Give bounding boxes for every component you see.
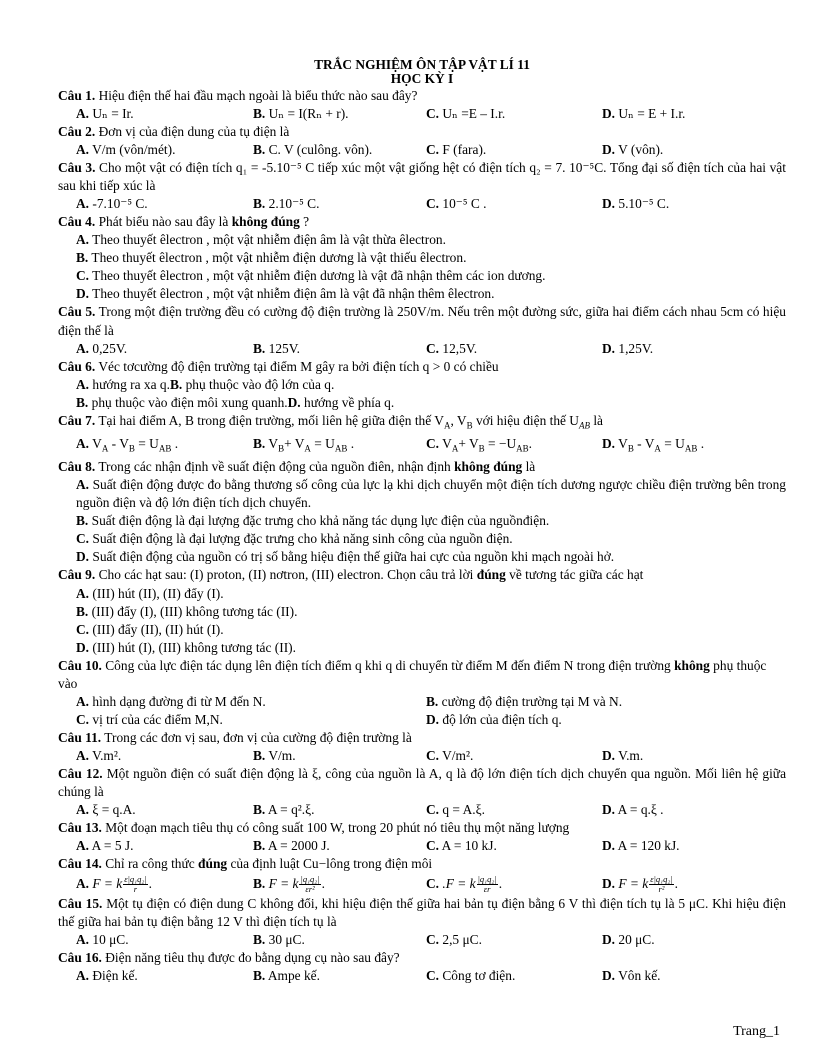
question-15: Câu 15. Một tụ điện có điện dung C không đổi, khi hiệu điện thế giữa hai bản tụ điện bằng 6 V thì điện tích tụ là 5 μC. Khi hiệu điện thế giữa hai bản tụ điện bằng 12 V thì điện tích tụ là bbox=[58, 895, 786, 930]
options-10b bbox=[58, 711, 786, 729]
options-12 bbox=[58, 801, 786, 819]
options-1 bbox=[58, 105, 786, 123]
option: C. Công tơ điện. bbox=[426, 968, 516, 984]
options-2 bbox=[58, 141, 786, 159]
question-14: Câu 14. Chỉ ra công thức đúng của định luật Cu−lông trong điện môi bbox=[58, 855, 433, 871]
option: A. ξ = q.A. bbox=[76, 801, 136, 817]
option: A. $V_A - V_B = U_{AB}$ . bbox=[76, 435, 179, 454]
option: C. $V_A+ V_B = -U_{AB}$. bbox=[426, 435, 533, 454]
option: C. vị trí của các điểm M,N. bbox=[76, 711, 223, 727]
option: B. $V_B+ V_A = U_{AB}$ . bbox=[253, 435, 355, 454]
option: D. Vôn kế. bbox=[602, 968, 661, 984]
fraction: $\frac{\text{ε|q₁q₂|}}{r}$ bbox=[124, 874, 147, 895]
option: D. V.m. bbox=[602, 747, 644, 763]
option: A. F = k $\frac{\text{ε|q₁q₂|}}{r}$ . bbox=[76, 874, 153, 895]
option: C. 10⁻⁵ C . bbox=[426, 196, 487, 212]
question-11: Câu 11. Trong các đơn vị sau, đơn vị của cường độ điện trường là bbox=[58, 729, 412, 745]
options-13 bbox=[58, 837, 786, 855]
option: A. A = 5 J. bbox=[76, 837, 134, 853]
option: C. V/m². bbox=[426, 747, 474, 763]
option: C. q = A.ξ. bbox=[426, 801, 485, 817]
option: D. Suất điện động của nguồn có trị số bằng hiệu điện thế giữa hai cực của nguồn khi mạch ngoài hở. bbox=[76, 549, 615, 565]
question-2: Câu 2. Đơn vị của điện dung của tụ điện là bbox=[58, 124, 290, 139]
options-14 bbox=[58, 873, 786, 895]
option: A. Theo thuyết êlectron , một vật nhiễm điện âm là vật thừa êlectron. bbox=[76, 232, 446, 248]
question-13: Câu 13. Một đoạn mạch tiêu thụ có công suất 100 W, trong 20 phút nó tiêu thụ một năng lượng bbox=[58, 819, 570, 835]
question-9: Câu 9. Cho các hạt sau: (I) proton, (II) nơtron, (III) electron. Chọn câu trả lời đúng về tương tác giữa các hạt bbox=[58, 567, 644, 583]
option: B. V/m. bbox=[253, 747, 296, 763]
option: C. Suất điện động là đại lượng đặc trưng cho khả năng sinh công của nguồn điện. bbox=[76, 531, 513, 547]
question-16: Câu 16. Điện năng tiêu thụ được đo bằng dụng cụ nào sau đây? bbox=[58, 950, 400, 966]
exam-page bbox=[58, 58, 786, 985]
option: D. V (vôn). bbox=[602, 142, 664, 158]
options-7 bbox=[58, 435, 786, 458]
option: D. A = 120 kJ. bbox=[602, 837, 680, 853]
page-number: Trang_1 bbox=[733, 1024, 780, 1039]
options-15 bbox=[58, 931, 786, 949]
option: D. Theo thuyết êlectron , một vật nhiễm điện âm là vật đã nhận thêm êlectron. bbox=[76, 286, 495, 302]
exam-subtitle: HỌC KỲ I bbox=[390, 71, 454, 86]
option: B. Ampe kế. bbox=[253, 968, 320, 984]
option: C. F (fara). bbox=[426, 142, 487, 158]
option: C. Theo thuyết êlectron , một vật nhiễm điện dương là vật đã nhận thêm các ion dương. bbox=[76, 268, 546, 284]
option: D. 1,25V. bbox=[602, 340, 654, 356]
option: C. 2,5 μC. bbox=[426, 932, 482, 948]
question-10: Câu 10. Công của lực điện tác dụng lên điện tích điểm q khi q di chuyển từ điểm M đến điểm N trong điện trường không phụ thuộc vào bbox=[58, 657, 767, 691]
option: C. 12,5V. bbox=[426, 340, 478, 356]
option: B. Uₙ = I(Rₙ + r). bbox=[253, 106, 349, 122]
options-5 bbox=[58, 340, 786, 358]
option: D. Uₙ = E + I.r. bbox=[602, 106, 686, 122]
option: A. -7.10⁻⁵ C. bbox=[76, 196, 148, 212]
option: A. Suất điện động được đo bằng thương số công của lực lạ khi dịch chuyển một điện tích dương ngược chiều điện trường bên trong nguồn điện và độ lớn điện tích dịch chuyển. bbox=[76, 477, 786, 511]
option: B. 2.10⁻⁵ C. bbox=[253, 196, 320, 212]
options-3 bbox=[58, 195, 786, 213]
option: C. A = 10 kJ. bbox=[426, 837, 497, 853]
option: B. F = k $\frac{\text{|q₁q₂|}}{\text{εr²}}$ . bbox=[253, 874, 325, 895]
option: B. A = 2000 J. bbox=[253, 837, 330, 853]
question-6: Câu 6. Véc tơcường độ điện trường tại điểm M gây ra bởi điện tích q > 0 có chiều bbox=[58, 358, 499, 374]
option: A. 10 μC. bbox=[76, 932, 129, 948]
option: A. Uₙ = Ir. bbox=[76, 106, 134, 122]
options-16 bbox=[58, 967, 786, 985]
question-5: Câu 5. Trong một điện trường đều có cường độ điện trường là 250V/m. Nếu trên một đường sức, giữa hai điểm cách nhau 5cm có hiệu điện thế là bbox=[58, 304, 786, 338]
question-8: Câu 8. Trong các nhận định về suất điện động của nguồn điên, nhận định không đúng là bbox=[58, 459, 536, 475]
option: B. Suất điện động là đại lượng đặc trưng cho khả năng tác dụng lực điện của nguồnđiện. bbox=[76, 513, 550, 529]
option: D. 5.10⁻⁵ C. bbox=[602, 196, 670, 212]
question-4: Câu 4. Phát biểu nào sau đây là không đúng ? bbox=[58, 214, 310, 230]
question-12: Câu 12. Một nguồn điện có suất điện động là ξ, công của nguồn là A, q là độ lớn điện tích dịch chuyển qua nguồn. Mối liên hệ giữa chúng là bbox=[58, 765, 787, 799]
exam-title: TRẮC NGHIỆM ÔN TẬP VẬT LÍ 11 bbox=[314, 57, 530, 72]
option: C. (III) đẩy (II), (II) hút (I). bbox=[76, 621, 224, 637]
option: A. 0,25V. bbox=[76, 340, 128, 356]
option: A. V/m (vôn/mét). bbox=[76, 142, 176, 158]
options-11 bbox=[58, 747, 786, 765]
option: D. $V_B - V_A = U_{AB}$ . bbox=[602, 435, 705, 454]
option-row: A. hướng ra xa q.B. phụ thuộc vào độ lớn của q. bbox=[76, 376, 335, 392]
option: A. V.m². bbox=[76, 747, 122, 763]
option-row: B. phụ thuộc vào điện môi xung quanh.D. hướng về phía q. bbox=[76, 394, 395, 410]
question-3: Câu 3. Cho một vật có điện tích q₁ = -5.10⁻⁵ C tiếp xúc một vật giống hệt có điện tích q₂ = 7. 10⁻⁵C. Tổng đại số điện tích của hai vật sau khi tiếp xúc là bbox=[58, 160, 786, 194]
option: D. 20 μC. bbox=[602, 932, 655, 948]
option: C. .F = k $\frac{\text{|q₁q₂|}}{\varepsilon r}$ . bbox=[426, 874, 503, 895]
option: D. (III) hút (I), (III) không tương tác (II). bbox=[76, 639, 296, 655]
option: D. độ lớn của điện tích q. bbox=[426, 711, 562, 727]
option: B. C. V (culông. vôn). bbox=[253, 142, 373, 158]
question-7: Câu 7. Tại hai điểm A, B trong điện trường, mối liên hệ giữa điện thế $V_A$, $V_B$ với hiệu điện thế $U_{AB}$ là bbox=[58, 412, 603, 431]
option: A. Điện kế. bbox=[76, 968, 138, 984]
option: B. Theo thuyết êlectron , một vật nhiễm điện dương là vật thiếu êlectron. bbox=[76, 250, 467, 266]
fraction: $\frac{\text{|q₁q₂|}}{\text{εr²}}$ bbox=[300, 874, 320, 895]
option: A. hình dạng đường đi từ M đến N. bbox=[76, 693, 266, 709]
options-10 bbox=[58, 693, 786, 711]
fraction: $\frac{\text{ε|q₁q₂|}}{\text{r²}}$ bbox=[650, 874, 673, 895]
option: C. Uₙ =E – I.r. bbox=[426, 106, 506, 122]
option: D. A = q.ξ . bbox=[602, 801, 664, 817]
question-1: Câu 1. Hiệu điện thế hai đầu mạch ngoài là biểu thức nào sau đây? bbox=[58, 88, 418, 103]
option: A. (III) hút (II), (II) đẩy (I). bbox=[76, 585, 224, 601]
fraction: $\frac{\text{|q₁q₂|}}{\varepsilon r}$ bbox=[477, 874, 497, 895]
option: B. 30 μC. bbox=[253, 932, 305, 948]
option: B. (III) đẩy (I), (III) không tương tác (II). bbox=[76, 603, 298, 619]
option: B. 125V. bbox=[253, 340, 301, 356]
option: B. A = q².ξ. bbox=[253, 801, 315, 817]
option: D. F = k $\frac{\text{ε|q₁q₂|}}{\text{r²}}$ . bbox=[602, 874, 679, 895]
option: B. cường độ điện trường tại M và N. bbox=[426, 693, 623, 709]
